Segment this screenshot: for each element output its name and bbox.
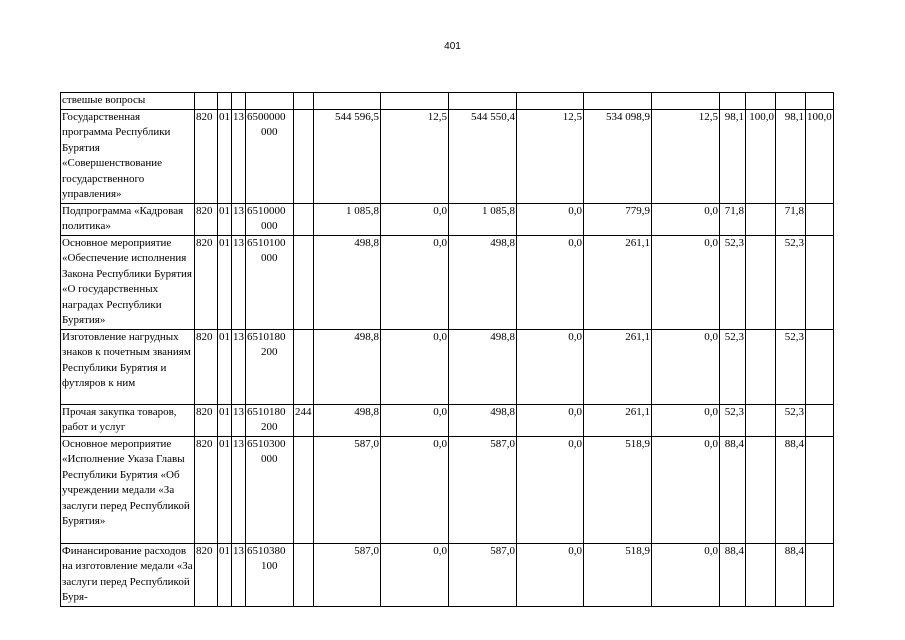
row-name-cell: Подпрограмма «Кадровая политика» [61, 203, 195, 235]
percent-2-cell [746, 404, 776, 436]
razdel-cell: 01 [218, 235, 232, 329]
executed-subvention-cell: 0,0 [652, 235, 720, 329]
kcsr-cell [246, 436, 294, 543]
plan-amount-cell: 498,8 [449, 404, 517, 436]
approved-subvention-cell: 0,0 [381, 203, 449, 235]
plan-subvention-cell: 0,0 [517, 404, 584, 436]
row-name-cell: Изготовление нагрудных знаков к почетным званиям Республики Бурятия и футляров к ним [61, 329, 195, 404]
table-row [61, 329, 834, 404]
razdel-cell: 01 [218, 203, 232, 235]
kcsr-line-1: 6510180 [247, 330, 286, 343]
kcsr-cell [246, 543, 294, 606]
percent-3-cell: 88,4 [776, 436, 806, 543]
approved-amount-cell: 587,0 [314, 436, 381, 543]
percent-4-cell [806, 436, 834, 543]
percent-2-cell [746, 329, 776, 404]
executed-subvention-cell: 0,0 [652, 543, 720, 606]
kcsr-cell [246, 329, 294, 404]
percent-1-cell: 98,1 [720, 109, 746, 203]
glava-cell: 820 [195, 109, 218, 203]
percent-2-cell: 100,0 [746, 109, 776, 203]
kcsr-line-2: 100 [261, 560, 278, 572]
vr-cell [294, 329, 314, 404]
percent-3-cell: 52,3 [776, 235, 806, 329]
vr-cell [294, 109, 314, 203]
plan-subvention-cell: 0,0 [517, 329, 584, 404]
plan-subvention-cell: 0,0 [517, 203, 584, 235]
vr-cell [294, 93, 314, 110]
row-name-cell: Основное мероприятие «Исполнение Указа Главы Республики Бурятия «Об учреждении медали «За заслуги перед Республикой Бурятия» [61, 436, 195, 543]
percent-4-cell [806, 93, 834, 110]
executed-subvention-cell: 12,5 [652, 109, 720, 203]
percent-2-cell [746, 93, 776, 110]
kcsr-line-1: 6510180 [247, 405, 286, 418]
percent-4-cell [806, 203, 834, 235]
executed-subvention-cell: 0,0 [652, 203, 720, 235]
kcsr-cell [246, 404, 294, 436]
table-row [61, 543, 834, 606]
plan-amount-cell: 587,0 [449, 436, 517, 543]
podrazdel-cell: 13 [232, 109, 246, 203]
podrazdel-cell [232, 93, 246, 110]
plan-amount-cell: 544 550,4 [449, 109, 517, 203]
executed-subvention-cell [652, 93, 720, 110]
executed-subvention-cell: 0,0 [652, 329, 720, 404]
table-row [61, 93, 834, 110]
executed-amount-cell: 261,1 [584, 404, 652, 436]
approved-subvention-cell: 0,0 [381, 329, 449, 404]
podrazdel-cell: 13 [232, 404, 246, 436]
approved-amount-cell: 498,8 [314, 235, 381, 329]
percent-2-cell [746, 203, 776, 235]
percent-1-cell: 52,3 [720, 235, 746, 329]
kcsr-line-2: 200 [261, 346, 278, 358]
approved-subvention-cell [381, 93, 449, 110]
razdel-cell: 01 [218, 543, 232, 606]
glava-cell [195, 93, 218, 110]
percent-1-cell [720, 93, 746, 110]
razdel-cell: 01 [218, 329, 232, 404]
kcsr-line-1: 6510300 [247, 437, 286, 450]
plan-subvention-cell: 0,0 [517, 543, 584, 606]
vr-cell [294, 203, 314, 235]
podrazdel-cell: 13 [232, 203, 246, 235]
approved-subvention-cell: 0,0 [381, 235, 449, 329]
kcsr-line-2: 200 [261, 421, 278, 433]
plan-amount-cell: 587,0 [449, 543, 517, 606]
percent-1-cell: 52,3 [720, 329, 746, 404]
percent-4-cell [806, 235, 834, 329]
glava-cell: 820 [195, 235, 218, 329]
percent-2-cell [746, 543, 776, 606]
executed-subvention-cell: 0,0 [652, 436, 720, 543]
razdel-cell: 01 [218, 404, 232, 436]
row-name-cell: ствешые вопросы [61, 93, 195, 110]
percent-4-cell [806, 329, 834, 404]
percent-4-cell: 100,0 [806, 109, 834, 203]
plan-amount-cell: 1 085,8 [449, 203, 517, 235]
vr-cell [294, 543, 314, 606]
glava-cell: 820 [195, 543, 218, 606]
approved-subvention-cell: 0,0 [381, 436, 449, 543]
table-row [61, 109, 834, 203]
percent-3-cell: 98,1 [776, 109, 806, 203]
glava-cell: 820 [195, 404, 218, 436]
plan-amount-cell [449, 93, 517, 110]
razdel-cell: 01 [218, 436, 232, 543]
kcsr-line-2: 000 [261, 126, 278, 138]
percent-3-cell: 52,3 [776, 404, 806, 436]
percent-2-cell [746, 436, 776, 543]
percent-1-cell: 88,4 [720, 543, 746, 606]
percent-3-cell: 71,8 [776, 203, 806, 235]
podrazdel-cell: 13 [232, 235, 246, 329]
glava-cell: 820 [195, 203, 218, 235]
executed-amount-cell: 518,9 [584, 436, 652, 543]
approved-subvention-cell: 0,0 [381, 543, 449, 606]
approved-amount-cell: 498,8 [314, 329, 381, 404]
approved-amount-cell: 1 085,8 [314, 203, 381, 235]
executed-amount-cell [584, 93, 652, 110]
podrazdel-cell: 13 [232, 436, 246, 543]
vr-cell: 244 [294, 404, 314, 436]
kcsr-cell [246, 93, 294, 110]
kcsr-cell [246, 203, 294, 235]
approved-amount-cell: 587,0 [314, 543, 381, 606]
percent-4-cell [806, 404, 834, 436]
kcsr-line-1: 6510380 [247, 544, 286, 557]
glava-cell: 820 [195, 436, 218, 543]
executed-subvention-cell: 0,0 [652, 404, 720, 436]
percent-1-cell: 88,4 [720, 436, 746, 543]
kcsr-line-2: 000 [261, 220, 278, 232]
row-name-cell: Финансирование расходов на изготовление медали «За заслуги перед Республикой Буря- [61, 543, 195, 606]
approved-amount-cell [314, 93, 381, 110]
approved-amount-cell: 498,8 [314, 404, 381, 436]
executed-amount-cell: 779,9 [584, 203, 652, 235]
percent-1-cell: 52,3 [720, 404, 746, 436]
kcsr-cell [246, 235, 294, 329]
percent-4-cell [806, 543, 834, 606]
kcsr-line-1: 6500000 [247, 110, 286, 123]
approved-subvention-cell: 12,5 [381, 109, 449, 203]
executed-amount-cell: 534 098,9 [584, 109, 652, 203]
plan-subvention-cell [517, 93, 584, 110]
razdel-cell: 01 [218, 109, 232, 203]
kcsr-line-2: 000 [261, 453, 278, 465]
plan-subvention-cell: 0,0 [517, 436, 584, 543]
row-name-cell: Основное мероприятие «Обеспечение исполнения Закона Республики Бурятия «О государственных наградах Республики Бурятия» [61, 235, 195, 329]
plan-amount-cell: 498,8 [449, 329, 517, 404]
kcsr-line-1: 6510100 [247, 236, 286, 249]
kcsr-line-2: 000 [261, 252, 278, 264]
percent-2-cell [746, 235, 776, 329]
row-name-cell: Прочая закупка товаров, работ и услуг [61, 404, 195, 436]
table-row [61, 436, 834, 543]
executed-amount-cell: 261,1 [584, 235, 652, 329]
kcsr-line-1: 6510000 [247, 204, 286, 217]
plan-subvention-cell: 0,0 [517, 235, 584, 329]
plan-amount-cell: 498,8 [449, 235, 517, 329]
executed-amount-cell: 518,9 [584, 543, 652, 606]
podrazdel-cell: 13 [232, 543, 246, 606]
glava-cell: 820 [195, 329, 218, 404]
approved-subvention-cell: 0,0 [381, 404, 449, 436]
row-name-cell: Государственная программа Республики Бурятия «Совершенствование государственного управления» [61, 109, 195, 203]
kcsr-cell [246, 109, 294, 203]
percent-1-cell: 71,8 [720, 203, 746, 235]
table-row [61, 404, 834, 436]
budget-table [60, 92, 834, 607]
vr-cell [294, 235, 314, 329]
table-row [61, 235, 834, 329]
percent-3-cell [776, 93, 806, 110]
page-number: 401 [444, 41, 461, 52]
plan-subvention-cell: 12,5 [517, 109, 584, 203]
podrazdel-cell: 13 [232, 329, 246, 404]
executed-amount-cell: 261,1 [584, 329, 652, 404]
vr-cell [294, 436, 314, 543]
razdel-cell [218, 93, 232, 110]
table-row [61, 203, 834, 235]
table-body [61, 93, 834, 607]
approved-amount-cell: 544 596,5 [314, 109, 381, 203]
percent-3-cell: 52,3 [776, 329, 806, 404]
percent-3-cell: 88,4 [776, 543, 806, 606]
